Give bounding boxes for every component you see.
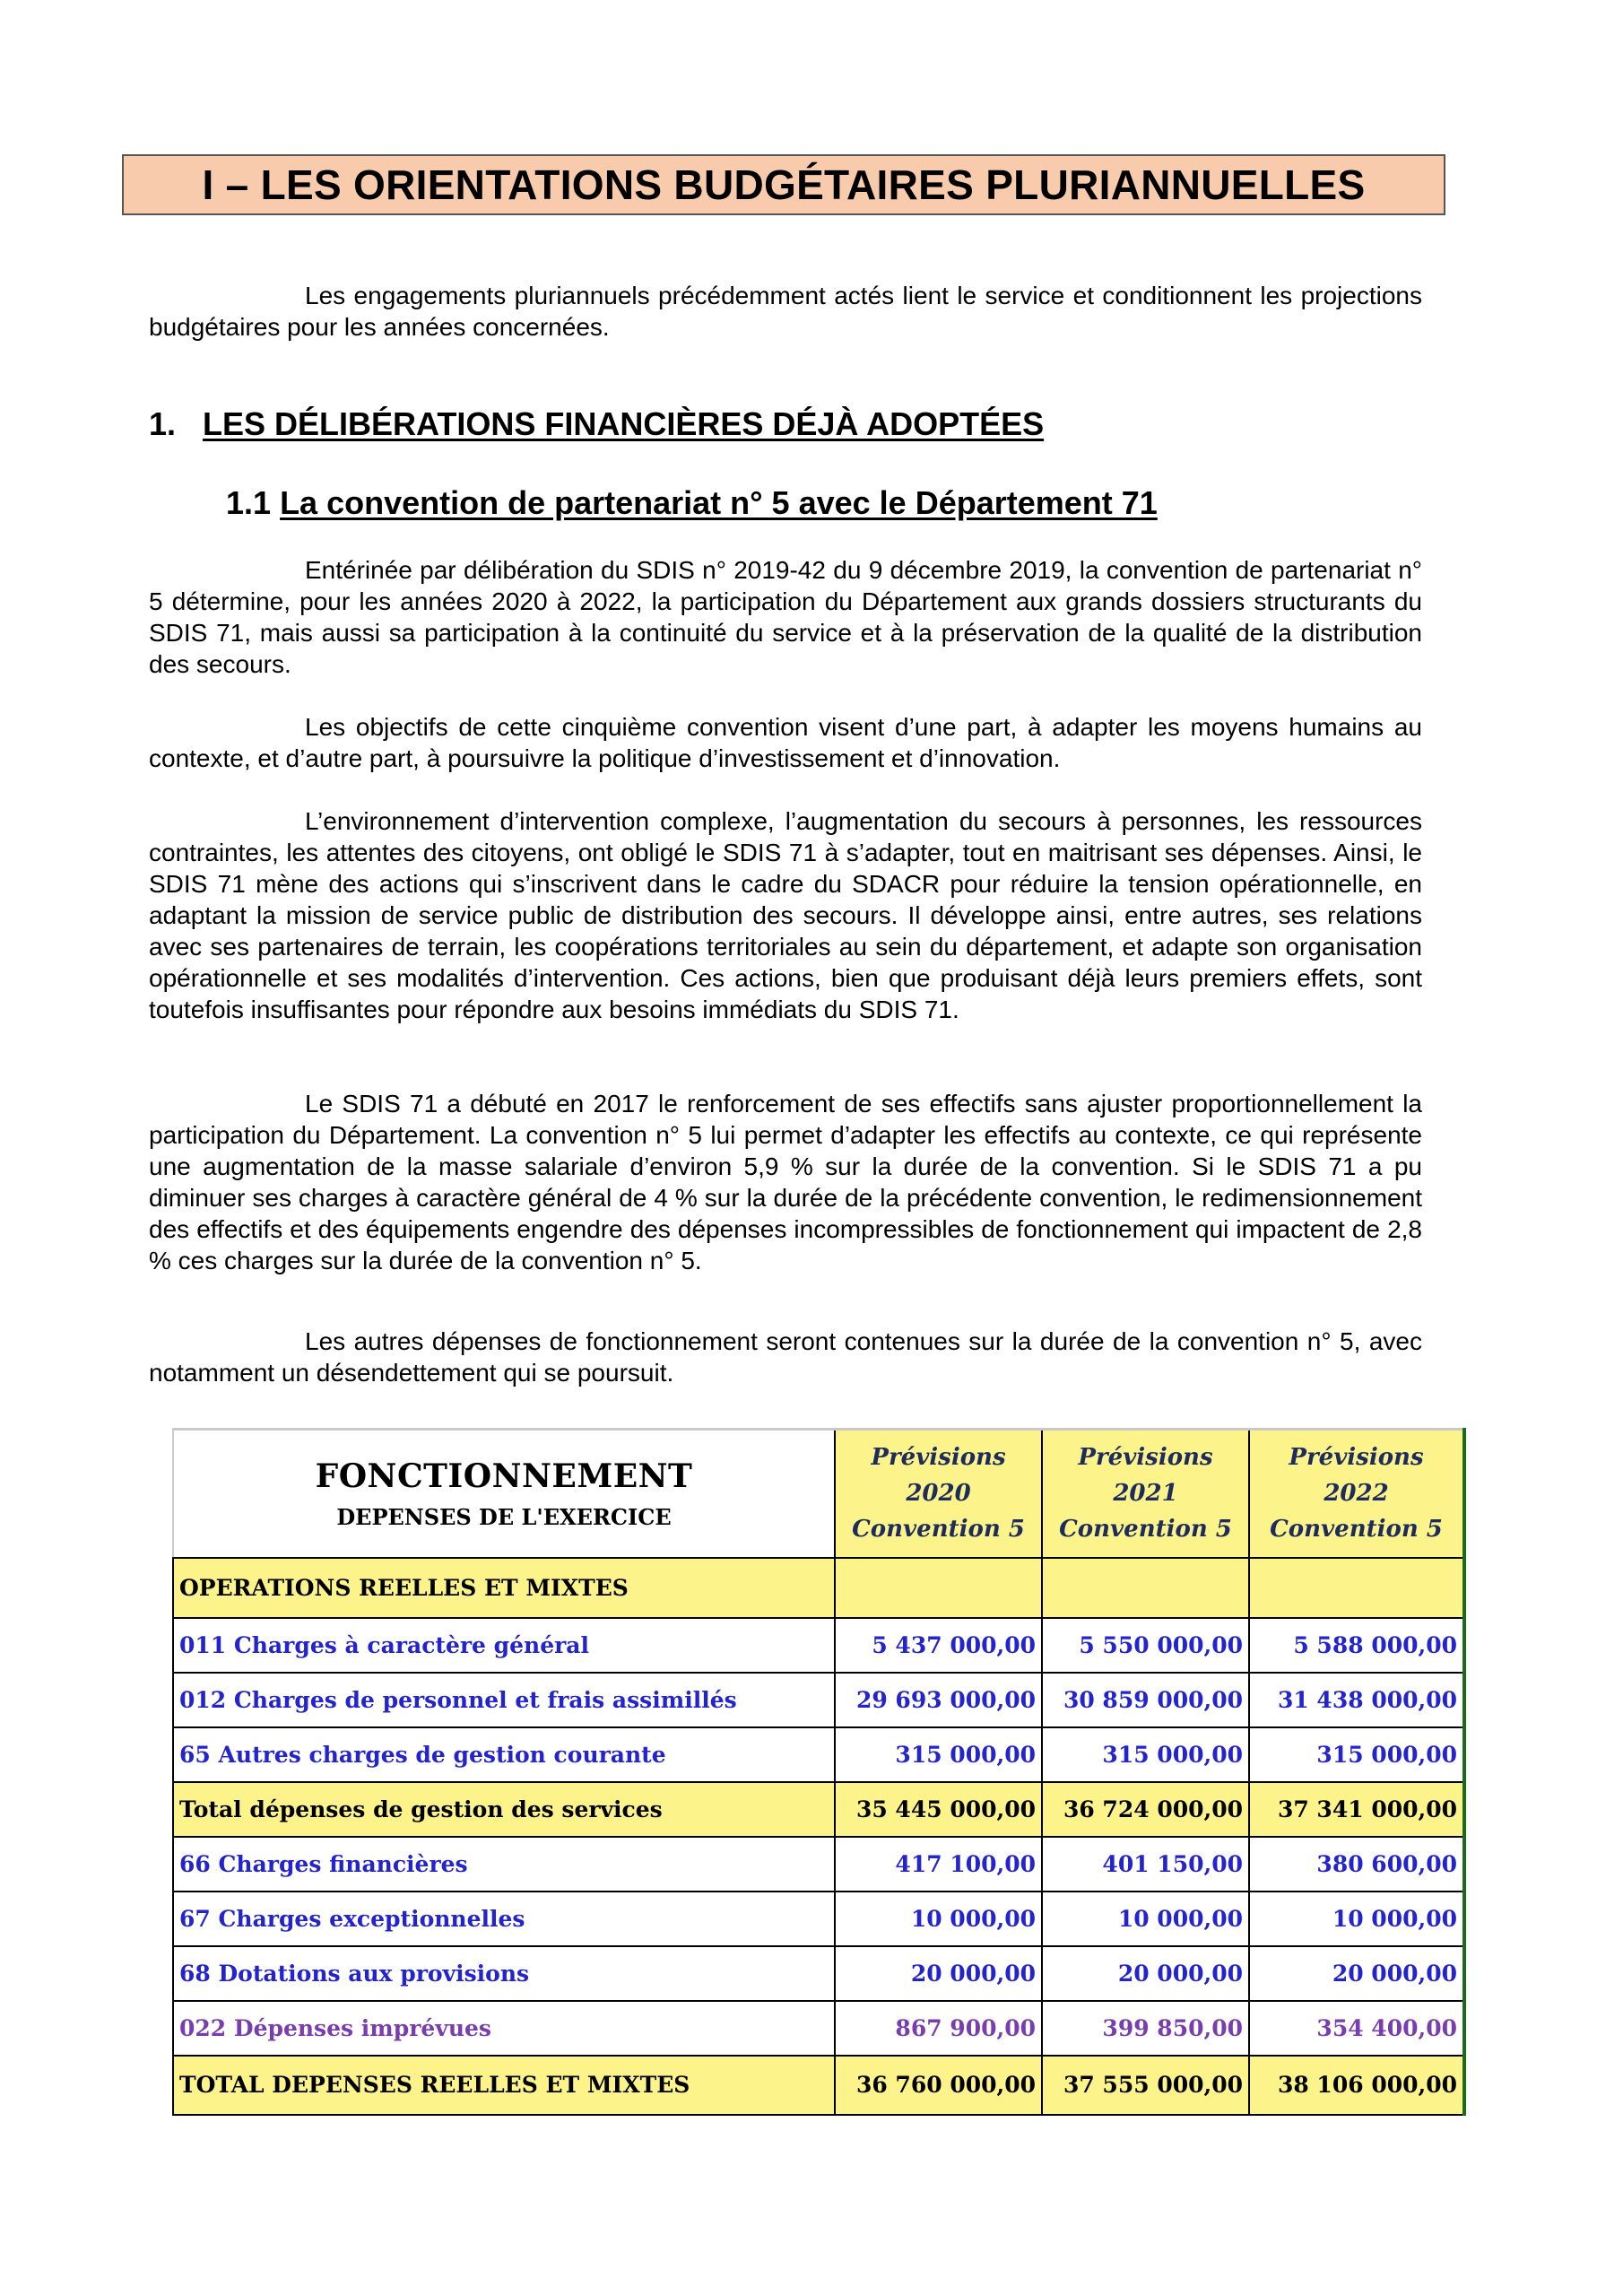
row-value: 10 000,00 — [835, 1892, 1042, 1946]
row-value: 315 000,00 — [835, 1727, 1042, 1782]
table-title: FONCTIONNEMENT — [315, 1457, 693, 1495]
row-label: 65 Autres charges de gestion courante — [173, 1727, 835, 1782]
row-value: 417 100,00 — [835, 1837, 1042, 1892]
table-header-row — [173, 1430, 1464, 1558]
table-section-row — [173, 1558, 1464, 1618]
row-value: 36 760 000,00 — [835, 2056, 1042, 2115]
row-value: 5 437 000,00 — [835, 1618, 1042, 1673]
row-value: 867 900,00 — [835, 2001, 1042, 2056]
row-value: 20 000,00 — [1042, 1946, 1249, 2001]
row-label: 67 Charges exceptionnelles — [173, 1892, 835, 1946]
row-value: 36 724 000,00 — [1042, 1782, 1249, 1837]
row-value: 5 550 000,00 — [1042, 1618, 1249, 1673]
page-title: I – LES ORIENTATIONS BUDGÉTAIRES PLURIANNUELLES — [202, 161, 1366, 208]
section-label: OPERATIONS REELLES ET MIXTES — [173, 1558, 835, 1618]
subsection-title: La convention de partenariat n° 5 avec le Département 71 — [280, 484, 1158, 521]
column-header: Prévisions 2022 Convention 5 — [1249, 1430, 1464, 1558]
body-paragraph: L’environnement d’intervention complexe, l’augmentation du secours à personnes, les ressources contraintes, les attentes des citoyens, ont obligé le SDIS 71 à s’adapter, tout en maitrisant ses dépenses. Ainsi, le SDIS 71 mène des actions qui s’inscrivent dans le cadre du SDACR pour réduire la tension opérationnelle, en adaptant la mission de service public de distribution des secours. Il développe ainsi, entre autres, ses relations avec ses partenaires de terrain, les coopérations territoriales au sein du département, et adapte son organisation opérationnelle et ses modalités d’intervention. Ces actions, bien que produisant déjà leurs premiers effets, sont toutefois insuffisantes pour répondre aux besoins immédiats du SDIS 71. — [149, 807, 1422, 1023]
row-label: 66 Charges financières — [173, 1837, 835, 1892]
column-header: Prévisions 2020 Convention 5 — [835, 1430, 1042, 1558]
row-value: 35 445 000,00 — [835, 1782, 1042, 1837]
budget-table — [172, 1428, 1466, 2116]
section-number: 1. — [149, 405, 177, 442]
row-value: 10 000,00 — [1042, 1892, 1249, 1946]
table-row — [173, 2001, 1464, 2056]
body-paragraph: Entérinée par délibération du SDIS n° 2019-42 du 9 décembre 2019, la convention de partenariat n° 5 détermine, pour les années 2020 à 2022, la participation du Département aux grands dossiers structurants du SDIS 71, mais aussi sa participation à la continuité du service et à la préservation de la qualité de la distribution des secours. — [149, 556, 1422, 678]
row-label: 68 Dotations aux provisions — [173, 1946, 835, 2001]
page-title-box — [122, 154, 1445, 215]
row-value: 30 859 000,00 — [1042, 1673, 1249, 1727]
table-row — [173, 1892, 1464, 1946]
row-value: 38 106 000,00 — [1249, 2056, 1464, 2115]
row-value: 380 600,00 — [1249, 1837, 1464, 1892]
row-value: 29 693 000,00 — [835, 1673, 1042, 1727]
section-heading-1 — [149, 405, 1044, 443]
row-value: 20 000,00 — [835, 1946, 1042, 2001]
section-title: LES DÉLIBÉRATIONS FINANCIÈRES DÉJÀ ADOPTÉES — [203, 405, 1045, 442]
row-value: 315 000,00 — [1249, 1727, 1464, 1782]
row-value: 10 000,00 — [1249, 1892, 1464, 1946]
row-value: 399 850,00 — [1042, 2001, 1249, 2056]
table-subtitle: DEPENSES DE L'EXERCICE — [336, 1503, 672, 1530]
row-value: 401 150,00 — [1042, 1837, 1249, 1892]
row-value: 37 555 000,00 — [1042, 2056, 1249, 2115]
column-header: Prévisions 2021 Convention 5 — [1042, 1430, 1249, 1558]
row-value: 37 341 000,00 — [1249, 1782, 1464, 1837]
body-paragraph: Les objectifs de cette cinquième convention visent d’une part, à adapter les moyens humains au contexte, et d’autre part, à poursuivre la politique d’investissement et d’innovation. — [149, 713, 1422, 772]
table-subtotal-row — [173, 1782, 1464, 1837]
row-label: 022 Dépenses imprévues — [173, 2001, 835, 2056]
intro-paragraph: Les engagements pluriannuels précédemment actés lient le service et conditionnent les projections budgétaires pour les années concernées. — [149, 282, 1422, 341]
table-row — [173, 1946, 1464, 2001]
row-label: 012 Charges de personnel et frais assimillés — [173, 1673, 835, 1727]
row-value: 31 438 000,00 — [1249, 1673, 1464, 1727]
subsection-number: 1.1 — [226, 484, 272, 521]
row-value: 20 000,00 — [1249, 1946, 1464, 2001]
table-row — [173, 1673, 1464, 1727]
table-header-title-cell — [173, 1430, 835, 1558]
table-row — [173, 1618, 1464, 1673]
table-row — [173, 1727, 1464, 1782]
table-row — [173, 1837, 1464, 1892]
row-label: TOTAL DEPENSES REELLES ET MIXTES — [173, 2056, 835, 2115]
row-value: 315 000,00 — [1042, 1727, 1249, 1782]
row-value: 354 400,00 — [1249, 2001, 1464, 2056]
table-total-row — [173, 2056, 1464, 2115]
subsection-heading-1-1 — [226, 484, 1158, 522]
row-label: 011 Charges à caractère général — [173, 1618, 835, 1673]
body-paragraph: Les autres dépenses de fonctionnement seront contenues sur la durée de la convention n° 5, avec notamment un désendettement qui se poursuit. — [149, 1327, 1422, 1387]
row-label: Total dépenses de gestion des services — [173, 1782, 835, 1837]
row-value: 5 588 000,00 — [1249, 1618, 1464, 1673]
body-paragraph: Le SDIS 71 a débuté en 2017 le renforcement de ses effectifs sans ajuster proportionnellement la participation du Département. La convention n° 5 lui permet d’adapter les effectifs au contexte, ce qui représente une augmentation de la masse salariale d’environ 5,9 % sur la durée de la convention. Si le SDIS 71 a pu diminuer ses charges à caractère général de 4 % sur la durée de la précédente convention, le redimensionnement des effectifs et des équipements engendre des dépenses incompressibles de fonctionnement qui impactent de 2,8 % ces charges sur la durée de la convention n° 5. — [149, 1090, 1422, 1274]
